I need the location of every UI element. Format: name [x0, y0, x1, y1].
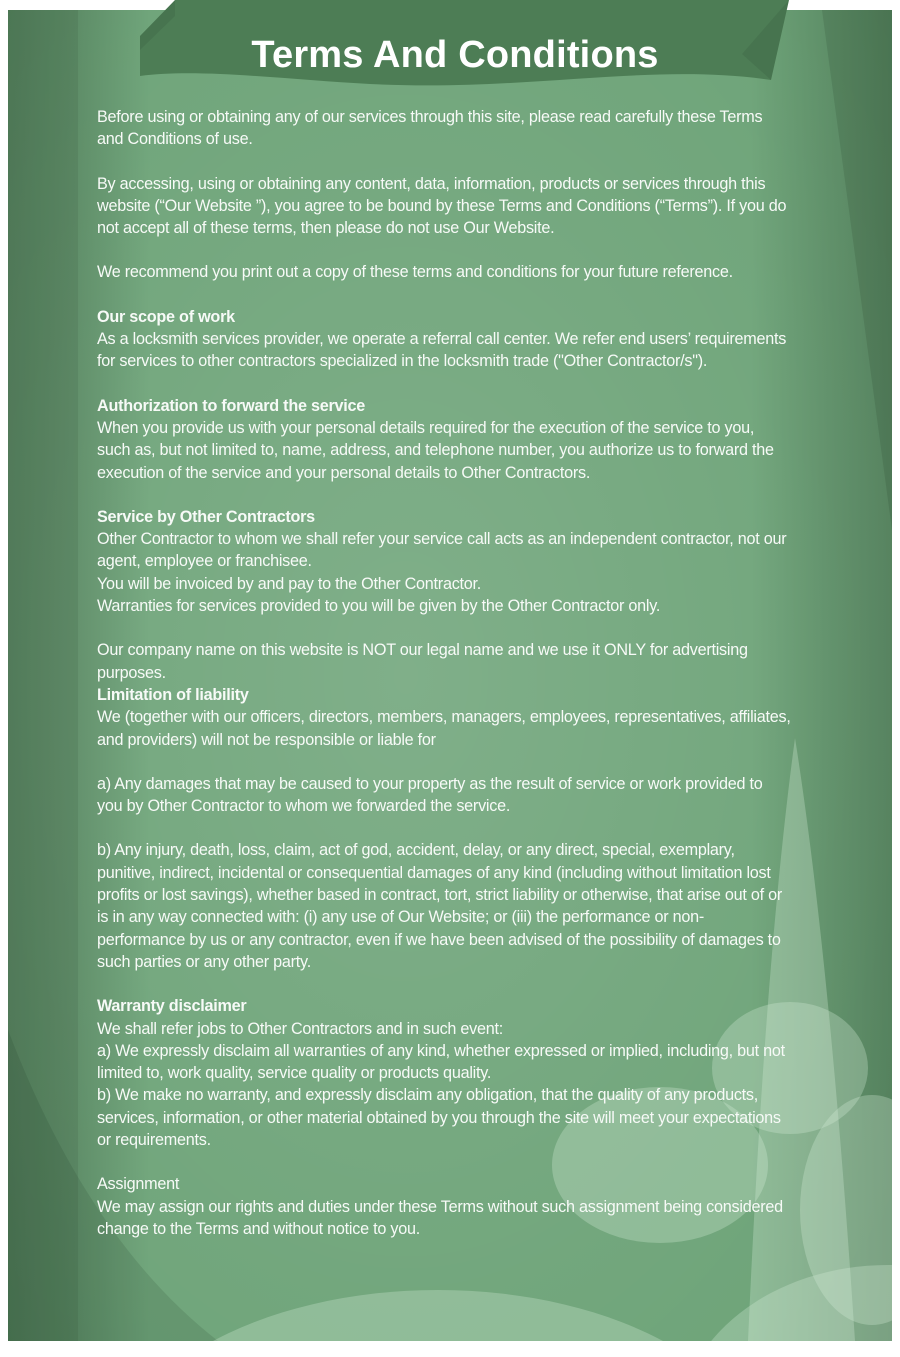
- terms-content: [97, 106, 791, 1240]
- service-paragraph-1: Other Contractor to whom we shall refer your service call acts as an independent contractor, not our agent, employee or franchisee.: [97, 530, 787, 571]
- authorization-paragraph: When you provide us with your personal details required for the execution of the service to you, such as, but not limited to, name, address, and telephone number, you authorize us to forward the execution of the service and your personal details to Other Contractors.: [97, 418, 774, 482]
- heading-authorization: Authorization to forward the service: [97, 396, 366, 415]
- company-name-paragraph: Our company name on this website is NOT our legal name and we use it ONLY for advertising purposes.: [97, 641, 748, 682]
- intro-paragraph-3: We recommend you print out a copy of these terms and conditions for your future reference.: [97, 263, 733, 282]
- warranty-item-a: a) We expressly disclaim all warranties of any kind, whether expressed or implied, including, but not limited to, work quality, service quality or products quality.: [97, 1041, 785, 1083]
- heading-limitation-of-liability: Limitation of liability: [97, 685, 249, 704]
- warranty-intro-paragraph: We shall refer jobs to Other Contractors and in such event:: [97, 1019, 504, 1038]
- page-title: Terms And Conditions: [251, 34, 659, 77]
- heading-assignment: Assignment: [97, 1175, 180, 1194]
- intro-paragraph-1: Before using or obtaining any of our services through this site, please read carefully these Terms and Conditions of use.: [97, 108, 763, 149]
- heading-service-by-other-contractors: Service by Other Contractors: [97, 507, 315, 526]
- heading-our-scope-of-work: Our scope of work: [97, 307, 235, 326]
- liability-intro-paragraph: We (together with our officers, directors, members, managers, employees, representatives, affiliates, and providers) will not be responsible or liable for: [97, 708, 791, 749]
- intro-paragraph-2: By accessing, using or obtaining any content, data, information, products or services through this website (“Our Website ”), you agree to be bound by these Terms and Conditions (“Terms”). If you do not accept all of these terms, then please do not use Our Website.: [97, 174, 787, 238]
- heading-warranty-disclaimer: Warranty disclaimer: [97, 997, 247, 1016]
- liability-item-a: a) Any damages that may be caused to your property as the result of service or work provided to you by Other Contractor to whom we forwarded the service.: [97, 774, 763, 816]
- service-paragraph-3: Warranties for services provided to you will be given by the Other Contractor only.: [97, 597, 661, 616]
- warranty-item-b: b) We make no warranty, and expressly disclaim any obligation, that the quality of any products, services, information, or other material obtained by you through the site will meet your expectations or requirements.: [97, 1086, 781, 1149]
- scope-paragraph: As a locksmith services provider, we operate a referral call center. We refer end users’ requirements for services to other contractors specialized in the locksmith trade ("Other Contractor/s").: [97, 330, 787, 371]
- service-paragraph-2: You will be invoiced by and pay to the Other Contractor.: [97, 574, 482, 593]
- liability-item-b: b) Any injury, death, loss, claim, act of god, accident, delay, or any direct, special, exemplary, punitive, indirect, incidental or consequential damages of any kind (including without limitation lost profits or lost savings), whether based in contract, tort, strict liability or otherwise, that arise out of or is in any way connected with: (i) any use of Our Website; or (iii) the performance or non-performance by us or any contractor, even if we have been advised of the possibility of damages to such parties or any other party.: [97, 841, 783, 971]
- assignment-paragraph: We may assign our rights and duties under these Terms without such assignment being considered change to the Terms and without notice to you.: [97, 1197, 783, 1238]
